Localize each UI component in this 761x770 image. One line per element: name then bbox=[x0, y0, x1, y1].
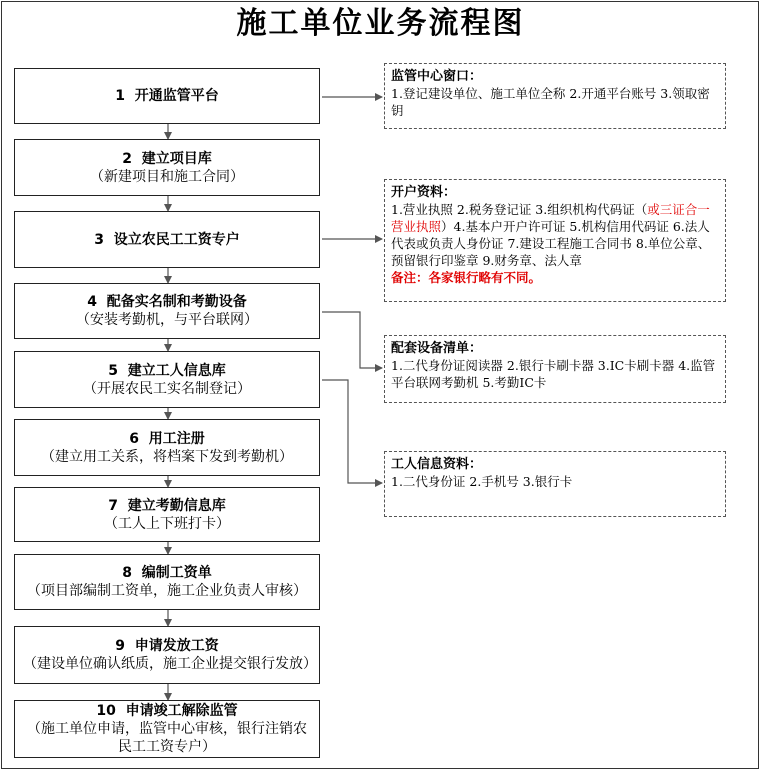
step-6-box bbox=[14, 419, 320, 476]
step-7-desc: （工人上下班打卡） bbox=[104, 515, 230, 532]
step-4-title: 4 配备实名制和考勤设备 bbox=[87, 294, 247, 310]
step-8-box bbox=[14, 554, 320, 610]
step-9-title: 9 申请发放工资 bbox=[115, 638, 219, 654]
step-4-box bbox=[14, 283, 320, 339]
note-equipment-body: 1.二代身份证阅读器 2.银行卡刷卡器 3.IC卡刷卡器 4.监管平台联网考勤机 5.考勤IC卡 bbox=[391, 358, 716, 390]
step-3-box bbox=[14, 211, 320, 268]
note-equipment-title: 配套设备清单： bbox=[391, 341, 483, 356]
note-account-remark: 备注：各家银行略有不同。 bbox=[391, 270, 542, 285]
note-worker-title: 工人信息资料： bbox=[391, 457, 483, 472]
step-2-title: 2 建立项目库 bbox=[122, 150, 212, 167]
step-6-title: 6 用工注册 bbox=[129, 430, 205, 447]
step-5-title: 5 建立工人信息库 bbox=[108, 362, 226, 379]
note-account-documents bbox=[384, 179, 726, 302]
step-1-box bbox=[14, 68, 320, 124]
step-8-title: 8 编制工资单 bbox=[122, 565, 212, 581]
step-8-desc: （项目部编制工资单，施工企业负责人审核） bbox=[27, 583, 307, 599]
note-account-body: 1.营业执照 2.税务登记证 3.组织机构代码证（或三证合一营业执照）4.基本户开户许可证 5.机构信用代码证 6.法人代表或负责人身份证 7.建设工程施工合同书 8.单位公章、预留银行印鉴章 9.财务章、法人章 bbox=[391, 202, 711, 268]
step-2-box bbox=[14, 139, 320, 196]
note-account-highlight: 或三证合一营业执照 bbox=[391, 202, 710, 234]
step-10-box bbox=[14, 700, 320, 758]
step-7-box bbox=[14, 487, 320, 542]
step-4-desc: （安装考勤机，与平台联网） bbox=[76, 312, 258, 328]
step-5-box bbox=[14, 351, 320, 408]
step-6-desc: （建立用工关系，将档案下发到考勤机） bbox=[41, 448, 293, 465]
step-3-title: 3 设立农民工工资专户 bbox=[94, 231, 240, 248]
note-worker-body: 1.二代身份证 2.手机号 3.银行卡 bbox=[391, 474, 573, 489]
note-supervision-window bbox=[384, 63, 726, 129]
note-equipment-list bbox=[384, 335, 726, 403]
page-title: 施工单位业务流程图 bbox=[236, 6, 525, 41]
step-10-title: 10 申请竣工解除监管 bbox=[96, 703, 238, 719]
step-2-desc: （新建项目和施工合同） bbox=[90, 168, 244, 185]
connector-step4-note bbox=[322, 312, 382, 368]
step-10-desc: （施工单位申请，监管中心审核，银行注销农民工工资专户） bbox=[27, 721, 307, 755]
note-account-title: 开户资料： bbox=[391, 185, 457, 200]
note-supervision-body: 1.登记建设单位、施工单位全称 2.开通平台账号 3.领取密钥 bbox=[391, 86, 710, 118]
step-1-title: 1 开通监管平台 bbox=[115, 88, 219, 104]
step-7-title: 7 建立考勤信息库 bbox=[108, 497, 226, 514]
step-9-box bbox=[14, 626, 320, 684]
step-9-desc: （建设单位确认纸质，施工企业提交银行发放） bbox=[23, 656, 317, 672]
note-worker-info bbox=[384, 451, 726, 517]
connector-step5-note bbox=[322, 380, 382, 483]
step-5-desc: （开展农民工实名制登记） bbox=[83, 380, 251, 397]
note-supervision-title: 监管中心窗口： bbox=[391, 69, 483, 84]
